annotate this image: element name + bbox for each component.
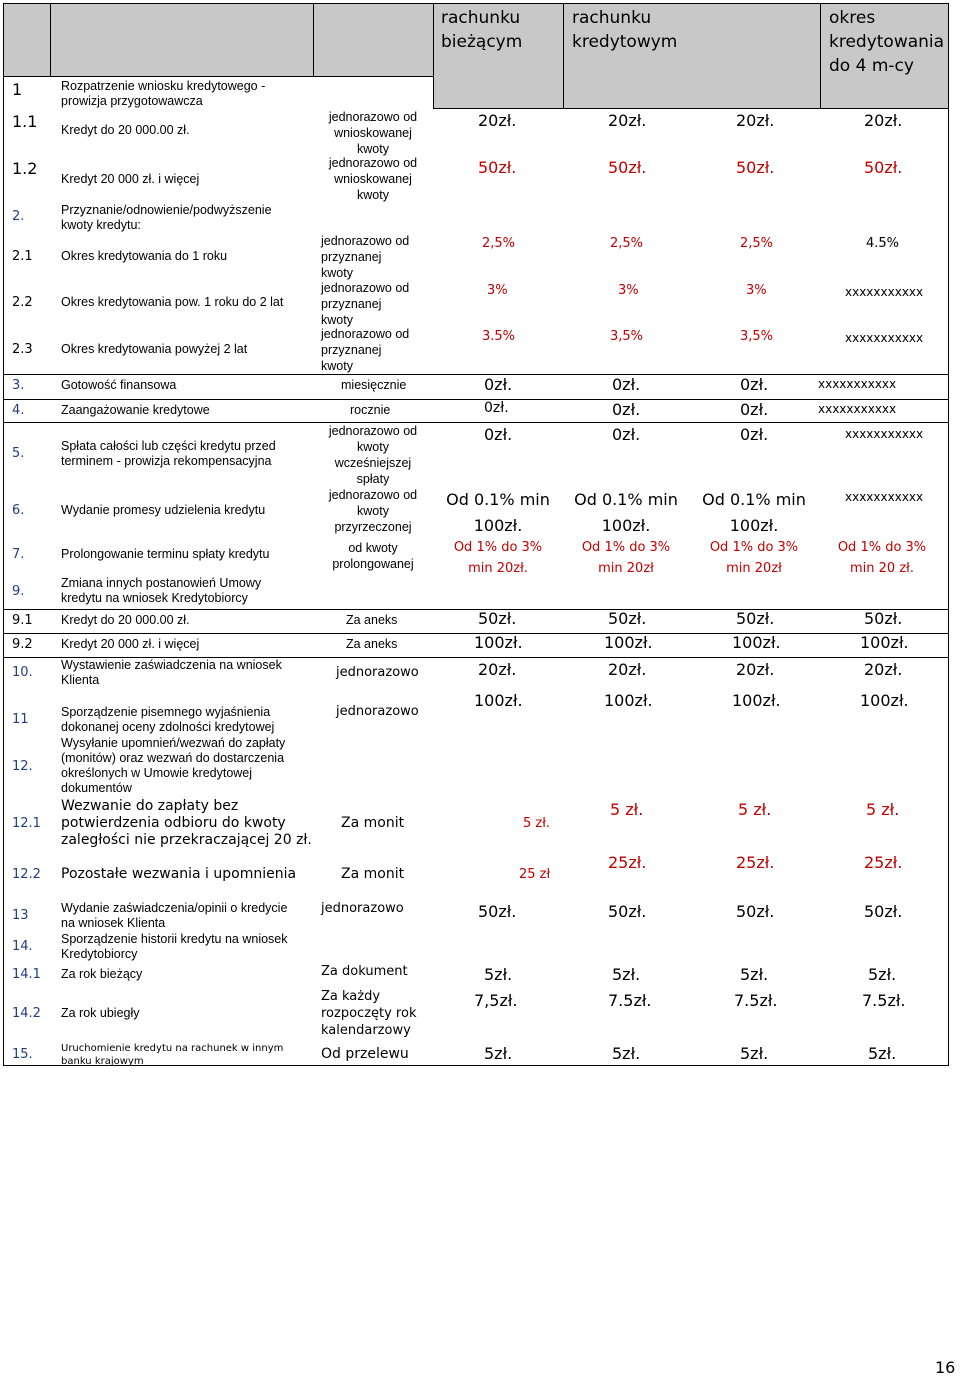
value-col3: 20zł.	[736, 660, 775, 679]
value-col3: 50zł.	[736, 158, 775, 177]
value-okres: 7.5zł.	[862, 991, 906, 1010]
row-basis: jednorazowo od kwoty wcześniejszej spłaty	[328, 424, 418, 486]
value-col3: 5zł.	[740, 965, 769, 984]
row-label: Zaangażowanie kredytowe	[61, 403, 210, 417]
value-kredytowy: 100zł.	[604, 691, 653, 710]
row-label: Rozpatrzenie wniosku kredytowego - prowizja przygotowawcza	[61, 79, 266, 108]
value-kredytowy: 100zł.	[604, 633, 653, 652]
value-biezacy: 0zł.	[484, 425, 513, 444]
value-biezacy: 20zł.	[478, 660, 517, 679]
row-label: Sporządzenie pisemnego wyjaśnienia dokonanej oceny zdolności kredytowej	[61, 705, 275, 734]
value-col3: 5 zł.	[738, 800, 772, 819]
row-num: 5.	[12, 446, 25, 461]
value-col3: 3%	[746, 283, 767, 298]
value-okres: 5zł.	[868, 965, 897, 984]
row-basis: Za każdy rozpoczęty rok kalendarzowy	[321, 989, 417, 1038]
value-col3: 20zł.	[736, 111, 775, 130]
value-kredytowy: 50zł.	[608, 609, 647, 628]
value-okres: xxxxxxxxxxx	[818, 377, 897, 391]
row-label: Za rok bieżący	[61, 967, 143, 981]
value-kredytowy: 7.5zł.	[608, 991, 652, 1010]
value-kredytowy: 50zł.	[608, 158, 647, 177]
value-col3: 7.5zł.	[734, 991, 778, 1010]
row-num: 10.	[12, 665, 33, 680]
value-kredytowy: 0zł.	[612, 400, 641, 419]
row-num: 1.1	[12, 112, 38, 131]
value-col3: 50zł.	[736, 609, 775, 628]
row-num: 14.	[12, 939, 33, 954]
row-label: Wysyłanie upomnień/wezwań do zapłaty (monitów) oraz wezwań do dostarczenia określonych w Umowie kredytowej dokumentów	[61, 736, 286, 795]
row-basis: jednorazowo od wnioskowanej kwoty	[328, 110, 418, 156]
row-num: 14.1	[12, 967, 41, 982]
value-okres: xxxxxxxxxxx	[845, 331, 924, 345]
row-num: 1	[12, 80, 23, 99]
row-basis: miesięcznie	[341, 378, 407, 392]
row-num: 6.	[12, 503, 25, 518]
value-okres: 4.5%	[866, 236, 900, 251]
header-biezacy: rachunku bieżącym	[441, 8, 523, 52]
row-num: 12.1	[12, 816, 41, 831]
value-kredytowy: 50zł.	[608, 902, 647, 921]
value-col3: 50zł.	[736, 902, 775, 921]
value-biezacy: 5zł.	[484, 1044, 513, 1063]
header-okres: okres kredytowania do 4 m-cy	[829, 8, 945, 76]
value-okres: 20zł.	[864, 111, 903, 130]
row-basis: rocznie	[350, 403, 391, 417]
value-okres: 50zł.	[864, 902, 903, 921]
row-label: Wezwanie do zapłaty bez potwierdzenia odbioru do kwoty zaległości nie przekraczającej 20 zł.	[61, 798, 312, 848]
value-okres: 50zł.	[864, 158, 903, 177]
value-okres: xxxxxxxxxxx	[845, 490, 924, 504]
value-kredytowy: Od 1% do 3% min 20zł	[581, 540, 671, 576]
row-basis: od kwoty prolongowanej	[332, 541, 414, 571]
value-biezacy: 5zł.	[484, 965, 513, 984]
value-col3: 25zł.	[736, 853, 775, 872]
value-biezacy: 0zł.	[484, 400, 509, 416]
row-num: 4.	[12, 403, 25, 418]
row-label: Okres kredytowania pow. 1 roku do 2 lat	[61, 295, 284, 309]
row-basis: Za aneks	[346, 613, 398, 627]
row-label: Wydanie promesy udzielenia kredytu	[61, 503, 266, 517]
value-kredytowy: 0zł.	[612, 425, 641, 444]
row-basis: jednorazowo	[321, 901, 404, 916]
row-label: Za rok ubiegły	[61, 1006, 140, 1020]
row-basis: Za monit	[341, 815, 405, 831]
row-label: Wystawienie zaświadczenia na wniosek Klienta	[61, 658, 282, 687]
row-basis: jednorazowo od kwoty przyrzeczonej	[328, 488, 418, 534]
value-col3: 5zł.	[740, 1044, 769, 1063]
value-col3: 2,5%	[740, 236, 774, 251]
row-label: Wydanie zaświadczenia/opinii o kredycie na wniosek Klienta	[61, 901, 288, 930]
value-biezacy: 25 zł	[519, 867, 551, 882]
value-biezacy: 100zł.	[474, 633, 523, 652]
row-num: 15.	[12, 1047, 33, 1062]
row-basis: Od przelewu	[321, 1046, 409, 1062]
value-kredytowy: 2,5%	[610, 236, 644, 251]
value-okres: xxxxxxxxxxx	[818, 402, 897, 416]
row-num: 2.3	[12, 342, 33, 357]
row-num: 2.1	[12, 249, 33, 264]
row-num: 12.2	[12, 867, 41, 882]
row-label: Sporządzenie historii kredytu na wniosek Kredytobiorcy	[61, 932, 288, 961]
row-label: Kredyt 20 000 zł. i więcej	[61, 637, 200, 651]
value-okres: Od 1% do 3% min 20 zł.	[837, 540, 927, 576]
row-label: Uruchomienie kredytu na rachunek w innym banku krajowym	[61, 1043, 284, 1067]
value-okres: xxxxxxxxxxx	[845, 427, 924, 441]
value-biezacy: 50zł.	[478, 158, 517, 177]
value-kredytowy: 20zł.	[608, 660, 647, 679]
row-num: 14.2	[12, 1006, 41, 1021]
header-shade-left	[4, 4, 433, 76]
value-col3: 3,5%	[740, 329, 774, 344]
value-okres: 5zł.	[868, 1044, 897, 1063]
value-col3: 0zł.	[740, 375, 769, 394]
row-label: Pozostałe wezwania i upomnienia	[61, 866, 297, 882]
value-kredytowy: 25zł.	[608, 853, 647, 872]
row-num: 1.2	[12, 159, 38, 178]
value-col3: 100zł.	[732, 633, 781, 652]
row-label: Zmiana innych postanowień Umowy kredytu na wniosek Kredytobiorcy	[61, 576, 262, 605]
value-kredytowy: 20zł.	[608, 111, 647, 130]
value-biezacy: 3%	[487, 283, 508, 298]
row-label: Gotowość finansowa	[61, 378, 177, 392]
row-basis: jednorazowo od przyznanej kwoty	[321, 327, 410, 373]
value-col3: 0zł.	[740, 425, 769, 444]
row-label: Okres kredytowania do 1 roku	[61, 249, 228, 263]
page-number: 16	[935, 1358, 956, 1377]
value-okres: xxxxxxxxxxx	[845, 285, 924, 299]
value-col3: 100zł.	[732, 691, 781, 710]
value-biezacy: 50zł.	[478, 609, 517, 628]
row-basis: jednorazowo od wnioskowanej kwoty	[328, 156, 418, 202]
row-basis: jednorazowo	[336, 665, 419, 680]
value-biezacy: 20zł.	[478, 111, 517, 130]
row-label: Kredyt 20 000 zł. i więcej	[61, 172, 200, 186]
row-num: 11	[12, 712, 29, 727]
row-num: 2.	[12, 209, 25, 224]
value-biezacy: 7,5zł.	[474, 991, 518, 1010]
value-okres: 50zł.	[864, 609, 903, 628]
value-okres: 5 zł.	[866, 800, 900, 819]
row-basis: Za dokument	[321, 964, 408, 979]
value-biezacy: 100zł.	[474, 691, 523, 710]
value-okres: 25zł.	[864, 853, 903, 872]
row-basis: Za aneks	[346, 637, 398, 651]
row-num: 12.	[12, 759, 33, 774]
value-biezacy: 2,5%	[482, 236, 516, 251]
header-kredytowy: rachunku kredytowym	[572, 8, 678, 52]
value-okres: 100zł.	[860, 691, 909, 710]
value-kredytowy: 3,5%	[610, 329, 644, 344]
row-label: Kredyt do 20 000.00 zł.	[61, 123, 190, 137]
value-biezacy: Od 0.1% min 100zł.	[446, 490, 550, 535]
row-num: 9.1	[12, 613, 33, 628]
value-kredytowy: Od 0.1% min 100zł.	[574, 490, 678, 535]
value-col3: Od 1% do 3% min 20zł	[709, 540, 799, 576]
value-kredytowy: 5zł.	[612, 965, 641, 984]
value-col3: 0zł.	[740, 400, 769, 419]
row-basis: jednorazowo od przyznanej kwoty	[321, 234, 410, 280]
row-num: 9.	[12, 584, 25, 599]
row-num: 13	[12, 908, 29, 923]
value-biezacy: 0zł.	[484, 375, 513, 394]
value-kredytowy: 5zł.	[612, 1044, 641, 1063]
row-label: Przyznanie/odnowienie/podwyższenie kwoty kredytu:	[61, 203, 272, 232]
value-kredytowy: 5 zł.	[610, 800, 644, 819]
row-label: Prolongowanie terminu spłaty kredytu	[61, 547, 270, 561]
value-okres: 20zł.	[864, 660, 903, 679]
value-biezacy: Od 1% do 3% min 20zł.	[453, 540, 543, 576]
row-num: 2.2	[12, 295, 33, 310]
value-biezacy: 50zł.	[478, 902, 517, 921]
value-kredytowy: 0zł.	[612, 375, 641, 394]
row-num: 3.	[12, 378, 25, 393]
row-num: 9.2	[12, 637, 33, 652]
row-basis: jednorazowo	[336, 704, 419, 719]
value-kredytowy: 3%	[618, 283, 639, 298]
row-label: Okres kredytowania powyżej 2 lat	[61, 342, 248, 356]
row-basis: Za monit	[341, 866, 405, 882]
value-biezacy: 3.5%	[482, 329, 516, 344]
row-num: 7.	[12, 547, 25, 562]
value-col3: Od 0.1% min 100zł.	[702, 490, 806, 535]
row-label: Spłata całości lub części kredytu przed terminem - prowizja rekompensacyjna	[61, 439, 276, 468]
value-okres: 100zł.	[860, 633, 909, 652]
row-basis: jednorazowo od przyznanej kwoty	[321, 281, 410, 327]
row-label: Kredyt do 20 000.00 zł.	[61, 613, 190, 627]
value-biezacy: 5 zł.	[523, 816, 551, 831]
